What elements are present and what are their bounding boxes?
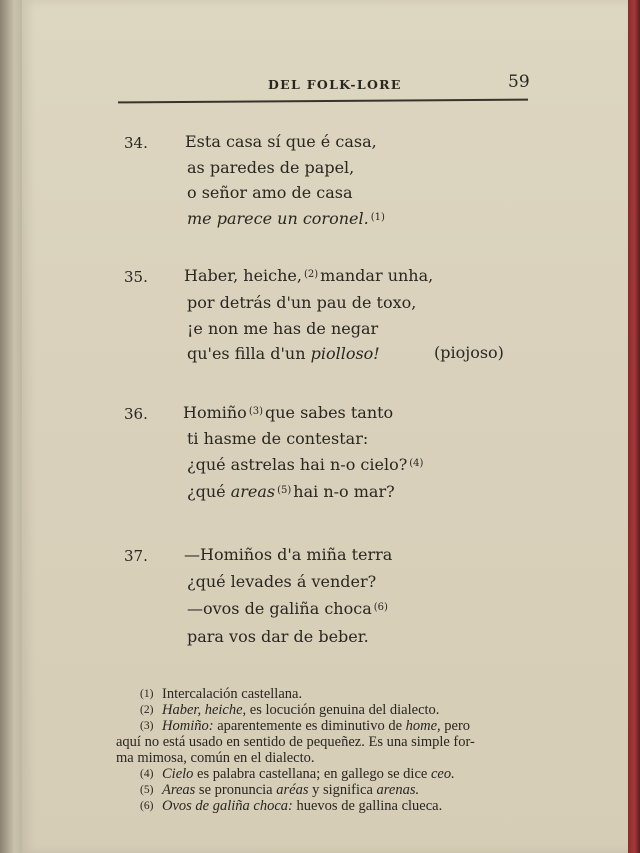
footnote-text: aquí no está usado en sentido de pequeñez. Es una simple for- <box>116 734 475 750</box>
italic-text: ceo. <box>430 766 455 782</box>
verse-line: as paredes de papel, <box>187 158 355 177</box>
verse-line: —Homiños d'a miña terra <box>184 545 393 564</box>
verse-line: para vos dar de beber. <box>187 627 369 646</box>
footnote-ref: (2) <box>303 269 319 280</box>
footnote-2 <box>112 702 572 718</box>
italic-text: home, <box>405 718 441 734</box>
verse-line <box>187 455 425 474</box>
italic-text: me parece un coronel. <box>187 209 369 228</box>
footnote-ref: (5) <box>277 485 292 496</box>
italic-text: aréas <box>276 782 309 798</box>
verse-line: ¡e non me has de negar <box>187 319 379 338</box>
gloss-text: (piojoso) <box>434 343 504 362</box>
running-head: DEL FOLK-LORE <box>268 77 402 92</box>
footnote-3 <box>112 718 572 734</box>
footnote-key: (4) <box>140 768 154 780</box>
footnote-key: (3) <box>140 720 154 732</box>
footnote-1 <box>112 686 572 702</box>
italic-text: Haber, heiche, <box>162 702 247 718</box>
verse-line <box>187 344 380 363</box>
verse-line: ¿qué levades á vender? <box>187 572 377 591</box>
footnote-text <box>162 718 470 734</box>
italic-text: Homiño: <box>162 718 214 734</box>
footnote-text <box>162 702 439 718</box>
verse-line: ti hasme de contestar: <box>187 429 369 448</box>
text-segment: y significa <box>312 782 373 798</box>
verse-line <box>183 403 393 422</box>
text-segment: Haber, heiche, <box>184 266 302 285</box>
footnote-key: (2) <box>140 704 154 716</box>
text-segment: aparentemente es diminutivo de <box>217 718 402 734</box>
italic-text: Areas <box>162 782 196 798</box>
verse-line <box>187 209 387 228</box>
italic-text: arenas. <box>376 782 420 798</box>
stanza-number: 35. <box>124 268 148 286</box>
footnote-text <box>162 766 455 782</box>
text-segment: es locución genuina del dialecto. <box>249 702 440 718</box>
stanza-number: 36. <box>124 405 148 423</box>
text-segment: es palabra castellana; en gallego se dice <box>197 766 428 782</box>
footnote-key: (1) <box>140 688 154 700</box>
verse-line: por detrás d'un pau de toxo, <box>187 293 417 312</box>
italic-text: Ovos de galiña choca: <box>162 798 293 814</box>
text-segment: se pronuncia <box>198 782 273 798</box>
text-segment: Homiño <box>183 403 247 422</box>
footnote-key: (5) <box>140 784 154 796</box>
footnote-6 <box>112 798 572 814</box>
text-segment: que sabes tanto <box>264 403 394 422</box>
footnote-3-continuation <box>112 734 572 750</box>
footnote-text: ma mimosa, común en el dialecto. <box>116 750 315 766</box>
footnote-text <box>162 782 419 798</box>
verse-line <box>184 266 433 285</box>
header-rule <box>118 99 528 104</box>
stanza-number: 34. <box>124 134 148 152</box>
footnote-text <box>162 798 442 814</box>
book-page <box>22 0 628 853</box>
text-segment: pero <box>444 718 471 734</box>
text-segment: hai n-o mar? <box>293 482 395 501</box>
footnote-5 <box>112 782 572 798</box>
footnote-4 <box>112 766 572 782</box>
text-segment: ¿qué astrelas hai n-o cielo? <box>187 455 408 474</box>
verse-line <box>187 599 390 618</box>
footnotes <box>112 686 572 814</box>
footnote-ref: (3) <box>248 406 263 417</box>
footnote-ref: (4) <box>409 458 424 469</box>
italic-text: areas <box>230 482 276 501</box>
italic-text: piolloso! <box>310 344 380 363</box>
text-segment: —ovos de galiña choca <box>187 599 372 618</box>
italic-text: Cielo <box>162 766 194 782</box>
text-segment: huevos de gallina clueca. <box>296 798 443 814</box>
verse-line: o señor amo de casa <box>187 183 353 202</box>
text-segment: ¿qué <box>187 482 226 501</box>
footnote-key: (6) <box>140 800 154 812</box>
text-segment: mandar unha, <box>320 266 434 285</box>
stanza-number: 37. <box>124 547 148 565</box>
footnote-text: Intercalación castellana. <box>162 686 303 702</box>
verse-line <box>187 482 395 501</box>
verse-line: Esta casa sí que é casa, <box>185 132 377 151</box>
footnote-ref: (6) <box>373 602 388 613</box>
page-number: 59 <box>508 72 530 92</box>
book-cover-edge <box>626 0 640 853</box>
footnote-ref: (1) <box>370 212 385 223</box>
footnote-3-continuation <box>112 750 572 766</box>
text-segment: qu'es filla d'un <box>187 344 306 363</box>
